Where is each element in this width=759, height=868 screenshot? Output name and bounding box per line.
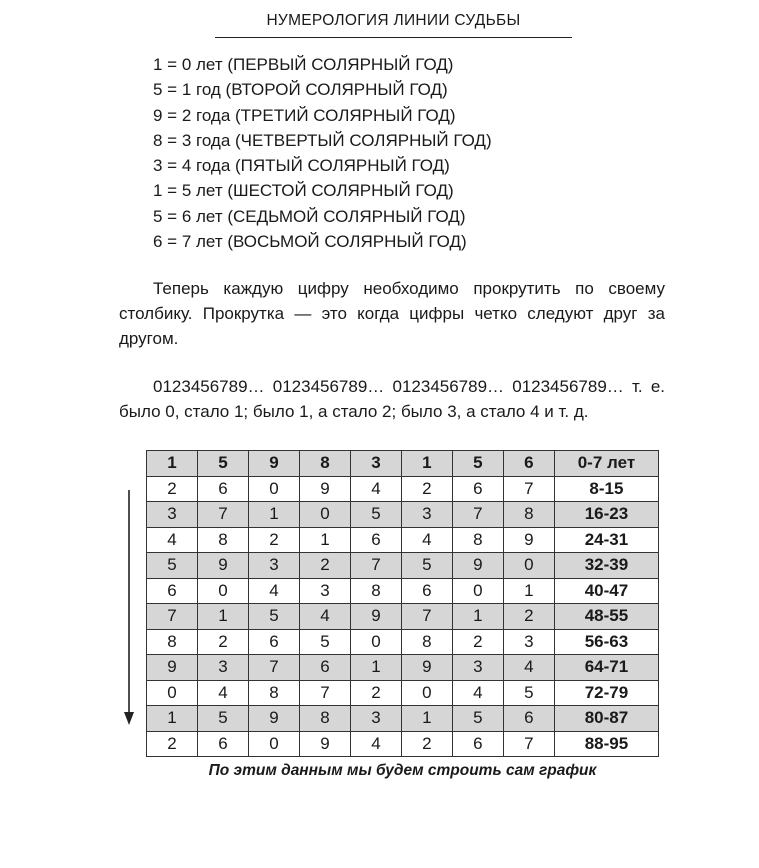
age-range-cell: 0-7 лет	[554, 451, 658, 477]
digit-cell: 6	[503, 451, 554, 477]
year-line: 9 = 2 года (ТРЕТИЙ СОЛЯРНЫЙ ГОД)	[153, 105, 456, 125]
digit-cell: 5	[197, 451, 248, 477]
digit-cell: 7	[503, 476, 554, 502]
digit-cell: 2	[401, 476, 452, 502]
table-row	[147, 476, 659, 502]
digit-cell: 6	[452, 476, 503, 502]
table-row	[147, 629, 659, 655]
table-row	[147, 731, 659, 757]
digit-cell: 4	[503, 655, 554, 681]
digit-cell: 4	[350, 731, 401, 757]
digit-cell: 2	[147, 476, 198, 502]
digit-cell: 8	[503, 502, 554, 528]
digit-cell: 9	[248, 451, 299, 477]
numerology-table	[146, 450, 659, 757]
digit-cell: 5	[401, 553, 452, 579]
digit-cell: 1	[197, 604, 248, 630]
digit-cell: 7	[452, 502, 503, 528]
digit-cell: 0	[350, 629, 401, 655]
digit-cell: 5	[452, 706, 503, 732]
digit-cell: 9	[299, 476, 350, 502]
digit-cell: 9	[197, 553, 248, 579]
digit-cell: 8	[299, 451, 350, 477]
digit-cell: 1	[401, 706, 452, 732]
digit-cell: 9	[350, 604, 401, 630]
digit-cell: 5	[197, 706, 248, 732]
digit-cell: 4	[197, 680, 248, 706]
digit-cell: 3	[350, 451, 401, 477]
paragraph-digit-sequence: 0123456789… 0123456789… 0123456789… 0123456789… т. е. было 0, стало 1; было 1, а стало 2; было 3, а стало 4 и т. д.	[119, 377, 665, 421]
digit-cell: 0	[147, 680, 198, 706]
digit-cell: 6	[299, 655, 350, 681]
digit-cell: 7	[147, 604, 198, 630]
digit-cell: 7	[248, 655, 299, 681]
digit-cell: 7	[401, 604, 452, 630]
digit-cell: 2	[147, 731, 198, 757]
digit-cell: 6	[147, 578, 198, 604]
solar-years-list	[153, 52, 492, 254]
digit-cell: 3	[299, 578, 350, 604]
digit-cell: 8	[350, 578, 401, 604]
digit-cell: 1	[147, 451, 198, 477]
digit-cell: 4	[299, 604, 350, 630]
digit-cell: 6	[248, 629, 299, 655]
digit-cell: 2	[197, 629, 248, 655]
age-range-cell: 88-95	[554, 731, 658, 757]
age-range-cell: 56-63	[554, 629, 658, 655]
digit-cell: 7	[350, 553, 401, 579]
digit-cell: 0	[248, 476, 299, 502]
age-range-cell: 40-47	[554, 578, 658, 604]
digit-cell: 4	[350, 476, 401, 502]
year-line: 1 = 0 лет (ПЕРВЫЙ СОЛЯРНЫЙ ГОД)	[153, 55, 454, 74]
table-caption: По этим данным мы будем строить сам график	[208, 762, 597, 779]
digit-cell: 5	[299, 629, 350, 655]
digit-cell: 3	[401, 502, 452, 528]
digit-cell: 3	[350, 706, 401, 732]
digit-cell: 5	[350, 502, 401, 528]
digit-cell: 4	[401, 527, 452, 553]
table-row	[147, 553, 659, 579]
digit-cell: 9	[401, 655, 452, 681]
digit-cell: 8	[299, 706, 350, 732]
year-line: 5 = 6 лет (СЕДЬМОЙ СОЛЯРНЫЙ ГОД)	[153, 206, 466, 226]
age-range-cell: 8-15	[554, 476, 658, 502]
digit-cell: 9	[248, 706, 299, 732]
digit-cell: 1	[248, 502, 299, 528]
digit-cell: 3	[248, 553, 299, 579]
digit-cell: 2	[248, 527, 299, 553]
age-range-cell: 16-23	[554, 502, 658, 528]
digit-cell: 3	[197, 655, 248, 681]
digit-cell: 0	[197, 578, 248, 604]
age-range-cell: 80-87	[554, 706, 658, 732]
digit-cell: 6	[350, 527, 401, 553]
digit-cell: 5	[248, 604, 299, 630]
digit-cell: 2	[503, 604, 554, 630]
table-header-row	[147, 451, 659, 477]
digit-cell: 4	[147, 527, 198, 553]
digit-cell: 1	[503, 578, 554, 604]
digit-cell: 8	[147, 629, 198, 655]
digit-cell: 3	[452, 655, 503, 681]
digit-cell: 6	[197, 731, 248, 757]
digit-cell: 5	[503, 680, 554, 706]
digit-cell: 6	[452, 731, 503, 757]
year-line: 3 = 4 года (ПЯТЫЙ СОЛЯРНЫЙ ГОД)	[153, 156, 450, 176]
digit-cell: 6	[197, 476, 248, 502]
digit-cell: 4	[452, 680, 503, 706]
year-line: 8 = 3 года (ЧЕТВЕРТЫЙ СОЛЯРНЫЙ ГОД)	[153, 130, 492, 150]
age-range-cell: 32-39	[554, 553, 658, 579]
digit-cell: 2	[350, 680, 401, 706]
digit-cell: 1	[350, 655, 401, 681]
year-line: 1 = 5 лет (ШЕСТОЙ СОЛЯРНЫЙ ГОД)	[153, 181, 454, 201]
digit-cell: 5	[452, 451, 503, 477]
page-header: НУМЕРОЛОГИЯ ЛИНИИ СУДЬБЫ	[215, 12, 572, 38]
age-range-cell: 64-71	[554, 655, 658, 681]
digit-cell: 3	[503, 629, 554, 655]
digit-cell: 9	[503, 527, 554, 553]
digit-cell: 0	[452, 578, 503, 604]
table-row	[147, 604, 659, 630]
table-row	[147, 706, 659, 732]
digit-cell: 9	[299, 731, 350, 757]
digit-cell: 2	[401, 731, 452, 757]
table-row	[147, 680, 659, 706]
digit-cell: 4	[248, 578, 299, 604]
digit-cell: 8	[401, 629, 452, 655]
digit-cell: 8	[197, 527, 248, 553]
table-row	[147, 502, 659, 528]
digit-cell: 7	[197, 502, 248, 528]
digit-cell: 9	[452, 553, 503, 579]
digit-cell: 8	[452, 527, 503, 553]
digit-cell: 0	[299, 502, 350, 528]
down-arrow-icon	[122, 490, 136, 726]
age-range-cell: 48-55	[554, 604, 658, 630]
digit-cell: 0	[248, 731, 299, 757]
digit-cell: 8	[248, 680, 299, 706]
paragraph-scroll-explanation: Теперь каждую цифру необходимо прокрутить по своему столбику. Прокрутка — это когда цифры четко следуют друг за другом.	[119, 279, 665, 348]
digit-cell: 1	[401, 451, 452, 477]
table-row	[147, 527, 659, 553]
age-range-cell: 24-31	[554, 527, 658, 553]
digit-cell: 1	[452, 604, 503, 630]
digit-cell: 2	[452, 629, 503, 655]
digit-cell: 6	[503, 706, 554, 732]
digit-cell: 0	[401, 680, 452, 706]
digit-cell: 3	[147, 502, 198, 528]
digit-cell: 9	[147, 655, 198, 681]
year-line: 6 = 7 лет (ВОСЬМОЙ СОЛЯРНЫЙ ГОД)	[153, 232, 467, 252]
digit-cell: 5	[147, 553, 198, 579]
digit-cell: 2	[299, 553, 350, 579]
digit-cell: 0	[503, 553, 554, 579]
age-range-cell: 72-79	[554, 680, 658, 706]
table-row	[147, 655, 659, 681]
digit-cell: 1	[147, 706, 198, 732]
digit-cell: 6	[401, 578, 452, 604]
digit-cell: 7	[299, 680, 350, 706]
digit-cell: 1	[299, 527, 350, 553]
year-line: 5 = 1 год (ВТОРОЙ СОЛЯРНЫЙ ГОД)	[153, 80, 448, 100]
digit-cell: 7	[503, 731, 554, 757]
table-row	[147, 578, 659, 604]
